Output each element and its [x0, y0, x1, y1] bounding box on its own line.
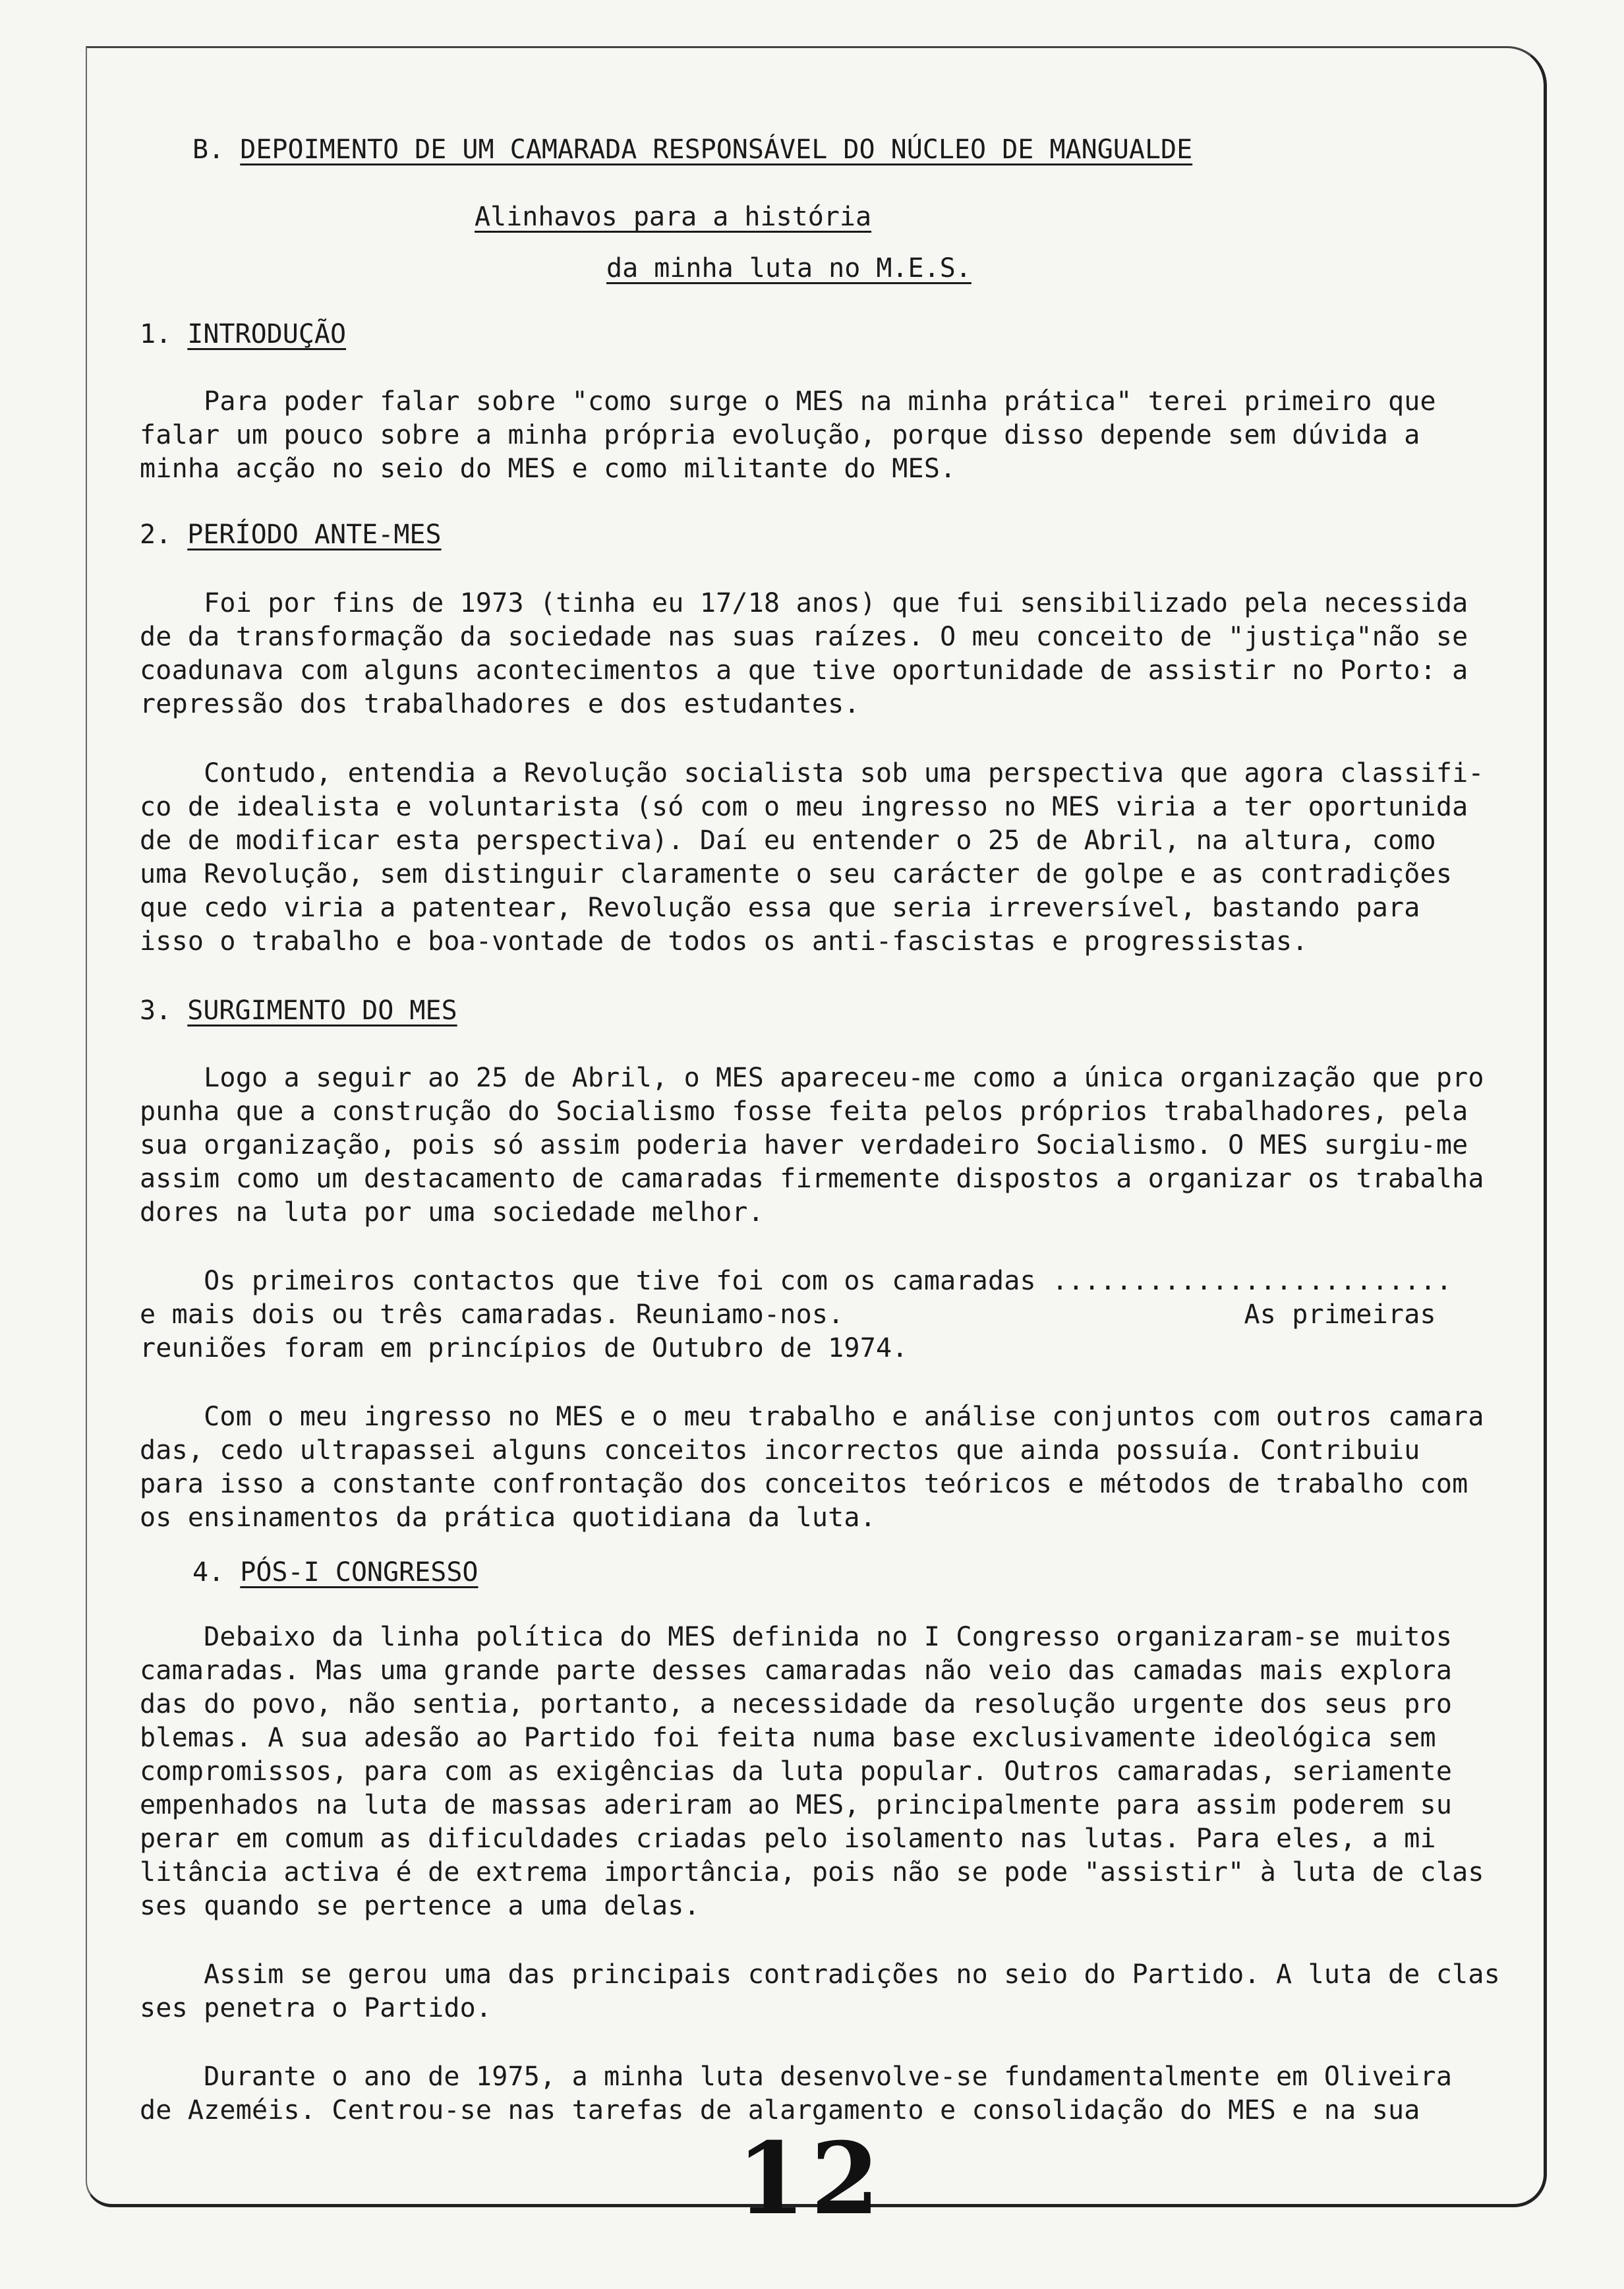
subtitle-line-1: Alinhavos para a história	[475, 202, 872, 232]
text-line: punha que a construção do Socialismo fosse feita pelos próprios trabalhadores, pela	[140, 1096, 1468, 1127]
text-line: Os primeiros contactos que tive foi com os camaradas .........................	[140, 1266, 1453, 1296]
text-line: Para poder falar sobre "como surge o MES na minha prática" terei primeiro que	[140, 386, 1436, 417]
section-number: 4.	[192, 1557, 225, 1588]
text-line: minha acção no seio do MES e como militante do MES.	[140, 454, 956, 484]
text-line: Debaixo da linha política do MES definida no I Congresso organizaram-se muitos	[140, 1622, 1453, 1652]
text-line: ses penetra o Partido.	[140, 1993, 492, 2023]
text-line: assim como um destacamento de camaradas firmemente dispostos a organizar os trabalha	[140, 1164, 1484, 1194]
text-line: ses quando se pertence a uma delas.	[140, 1891, 700, 1921]
text-line: Durante o ano de 1975, a minha luta desenvolve-se fundamentalmente em Oliveira	[140, 2062, 1453, 2092]
section-2-heading	[140, 518, 442, 552]
subtitle-line-2: da minha luta no M.E.S.	[606, 253, 972, 283]
section-number: 1.	[140, 319, 172, 349]
text-line: empenhados na luta de massas aderiram ao MES, principalmente para assim poderem su	[140, 1790, 1453, 1820]
section-b-label: B.	[192, 134, 225, 165]
text-line: co de idealista e voluntarista (só com o meu ingresso no MES viria a ter oportunida	[140, 792, 1468, 822]
section-title: INTRODUÇÃO	[187, 319, 347, 349]
text-line: falar um pouco sobre a minha própria evolução, porque disso depende sem dúvida a	[140, 420, 1420, 450]
section-3-heading	[140, 994, 457, 1028]
section-title: PÓS-I CONGRESSO	[240, 1557, 478, 1588]
text-line: compromissos, para com as exigências da luta popular. Outros camaradas, seriamente	[140, 1756, 1453, 1787]
text-line: das do povo, não sentia, portanto, a necessidade da resolução urgente dos seus pro	[140, 1689, 1453, 1719]
text-line: dores na luta por uma sociedade melhor.	[140, 1197, 764, 1228]
text-line: e mais dois ou três camaradas. Reuniamo-nos. As primeiras	[140, 1299, 1436, 1330]
text-line: uma Revolução, sem distinguir claramente o seu carácter de golpe e as contradições	[140, 859, 1453, 889]
text-line: que cedo viria a patentear, Revolução essa que seria irreversível, bastando para	[140, 893, 1420, 923]
text-line: litância activa é de extrema importância, pois não se pode "assistir" à luta de clas	[140, 1857, 1484, 1888]
section-title: SURGIMENTO DO MES	[187, 996, 457, 1026]
text-line: para isso a constante confrontação dos conceitos teóricos e métodos de trabalho com	[140, 1469, 1468, 1499]
text-line: de de modificar esta perspectiva). Daí eu entender o 25 de Abril, na altura, como	[140, 825, 1436, 856]
text-line: camaradas. Mas uma grande parte desses camaradas não veio das camadas mais explora	[140, 1655, 1453, 1686]
text-line: Foi por fins de 1973 (tinha eu 17/18 anos) que fui sensibilizado pela necessida	[140, 588, 1468, 618]
text-line: perar em comum as dificuldades criadas pelo isolamento nas lutas. Para eles, a mi	[140, 1824, 1436, 1854]
text-line: de Azeméis. Centrou-se nas tarefas de alargamento e consolidação do MES e na sua	[140, 2095, 1420, 2126]
text-line: Logo a seguir ao 25 de Abril, o MES apareceu-me como a única organização que pro	[140, 1063, 1484, 1093]
text-line: coadunava com alguns acontecimentos a que tive oportunidade de assistir no Porto: a	[140, 655, 1468, 686]
section-4-heading	[192, 1556, 478, 1590]
text-line: sua organização, pois só assim poderia haver verdadeiro Socialismo. O MES surgiu-me	[140, 1130, 1468, 1160]
section-b-title: DEPOIMENTO DE UM CAMARADA RESPONSÁVEL DO NÚCLEO DE MANGUALDE	[240, 134, 1193, 165]
section-1-heading	[140, 318, 346, 351]
section-number: 3.	[140, 996, 172, 1026]
text-line: os ensinamentos da prática quotidiana da luta.	[140, 1502, 876, 1533]
text-line: Com o meu ingresso no MES e o meu trabalho e análise conjuntos com outros camara	[140, 1402, 1484, 1432]
page-number: 12	[736, 2121, 885, 2237]
text-line: isso o trabalho e boa-vontade de todos os anti-fascistas e progressistas.	[140, 926, 1308, 957]
text-line: blemas. A sua adesão ao Partido foi feita numa base exclusivamente ideológica sem	[140, 1723, 1436, 1753]
text-line: reuniões foram em princípios de Outubro de 1974.	[140, 1333, 908, 1363]
text-line: Contudo, entendia a Revolução socialista sob uma perspectiva que agora classifi-	[140, 758, 1484, 788]
section-b-heading	[192, 133, 1192, 167]
text-line: de da transformação da sociedade nas suas raízes. O meu conceito de "justiça"não se	[140, 622, 1468, 652]
text-line: repressão dos trabalhadores e dos estudantes.	[140, 689, 860, 719]
section-title: PERÍODO ANTE-MES	[187, 520, 442, 550]
text-line: Assim se gerou uma das principais contradições no seio do Partido. A luta de clas	[140, 1959, 1500, 1990]
section-number: 2.	[140, 520, 172, 550]
text-line: das, cedo ultrapassei alguns conceitos incorrectos que ainda possuía. Contribuiu	[140, 1435, 1420, 1466]
